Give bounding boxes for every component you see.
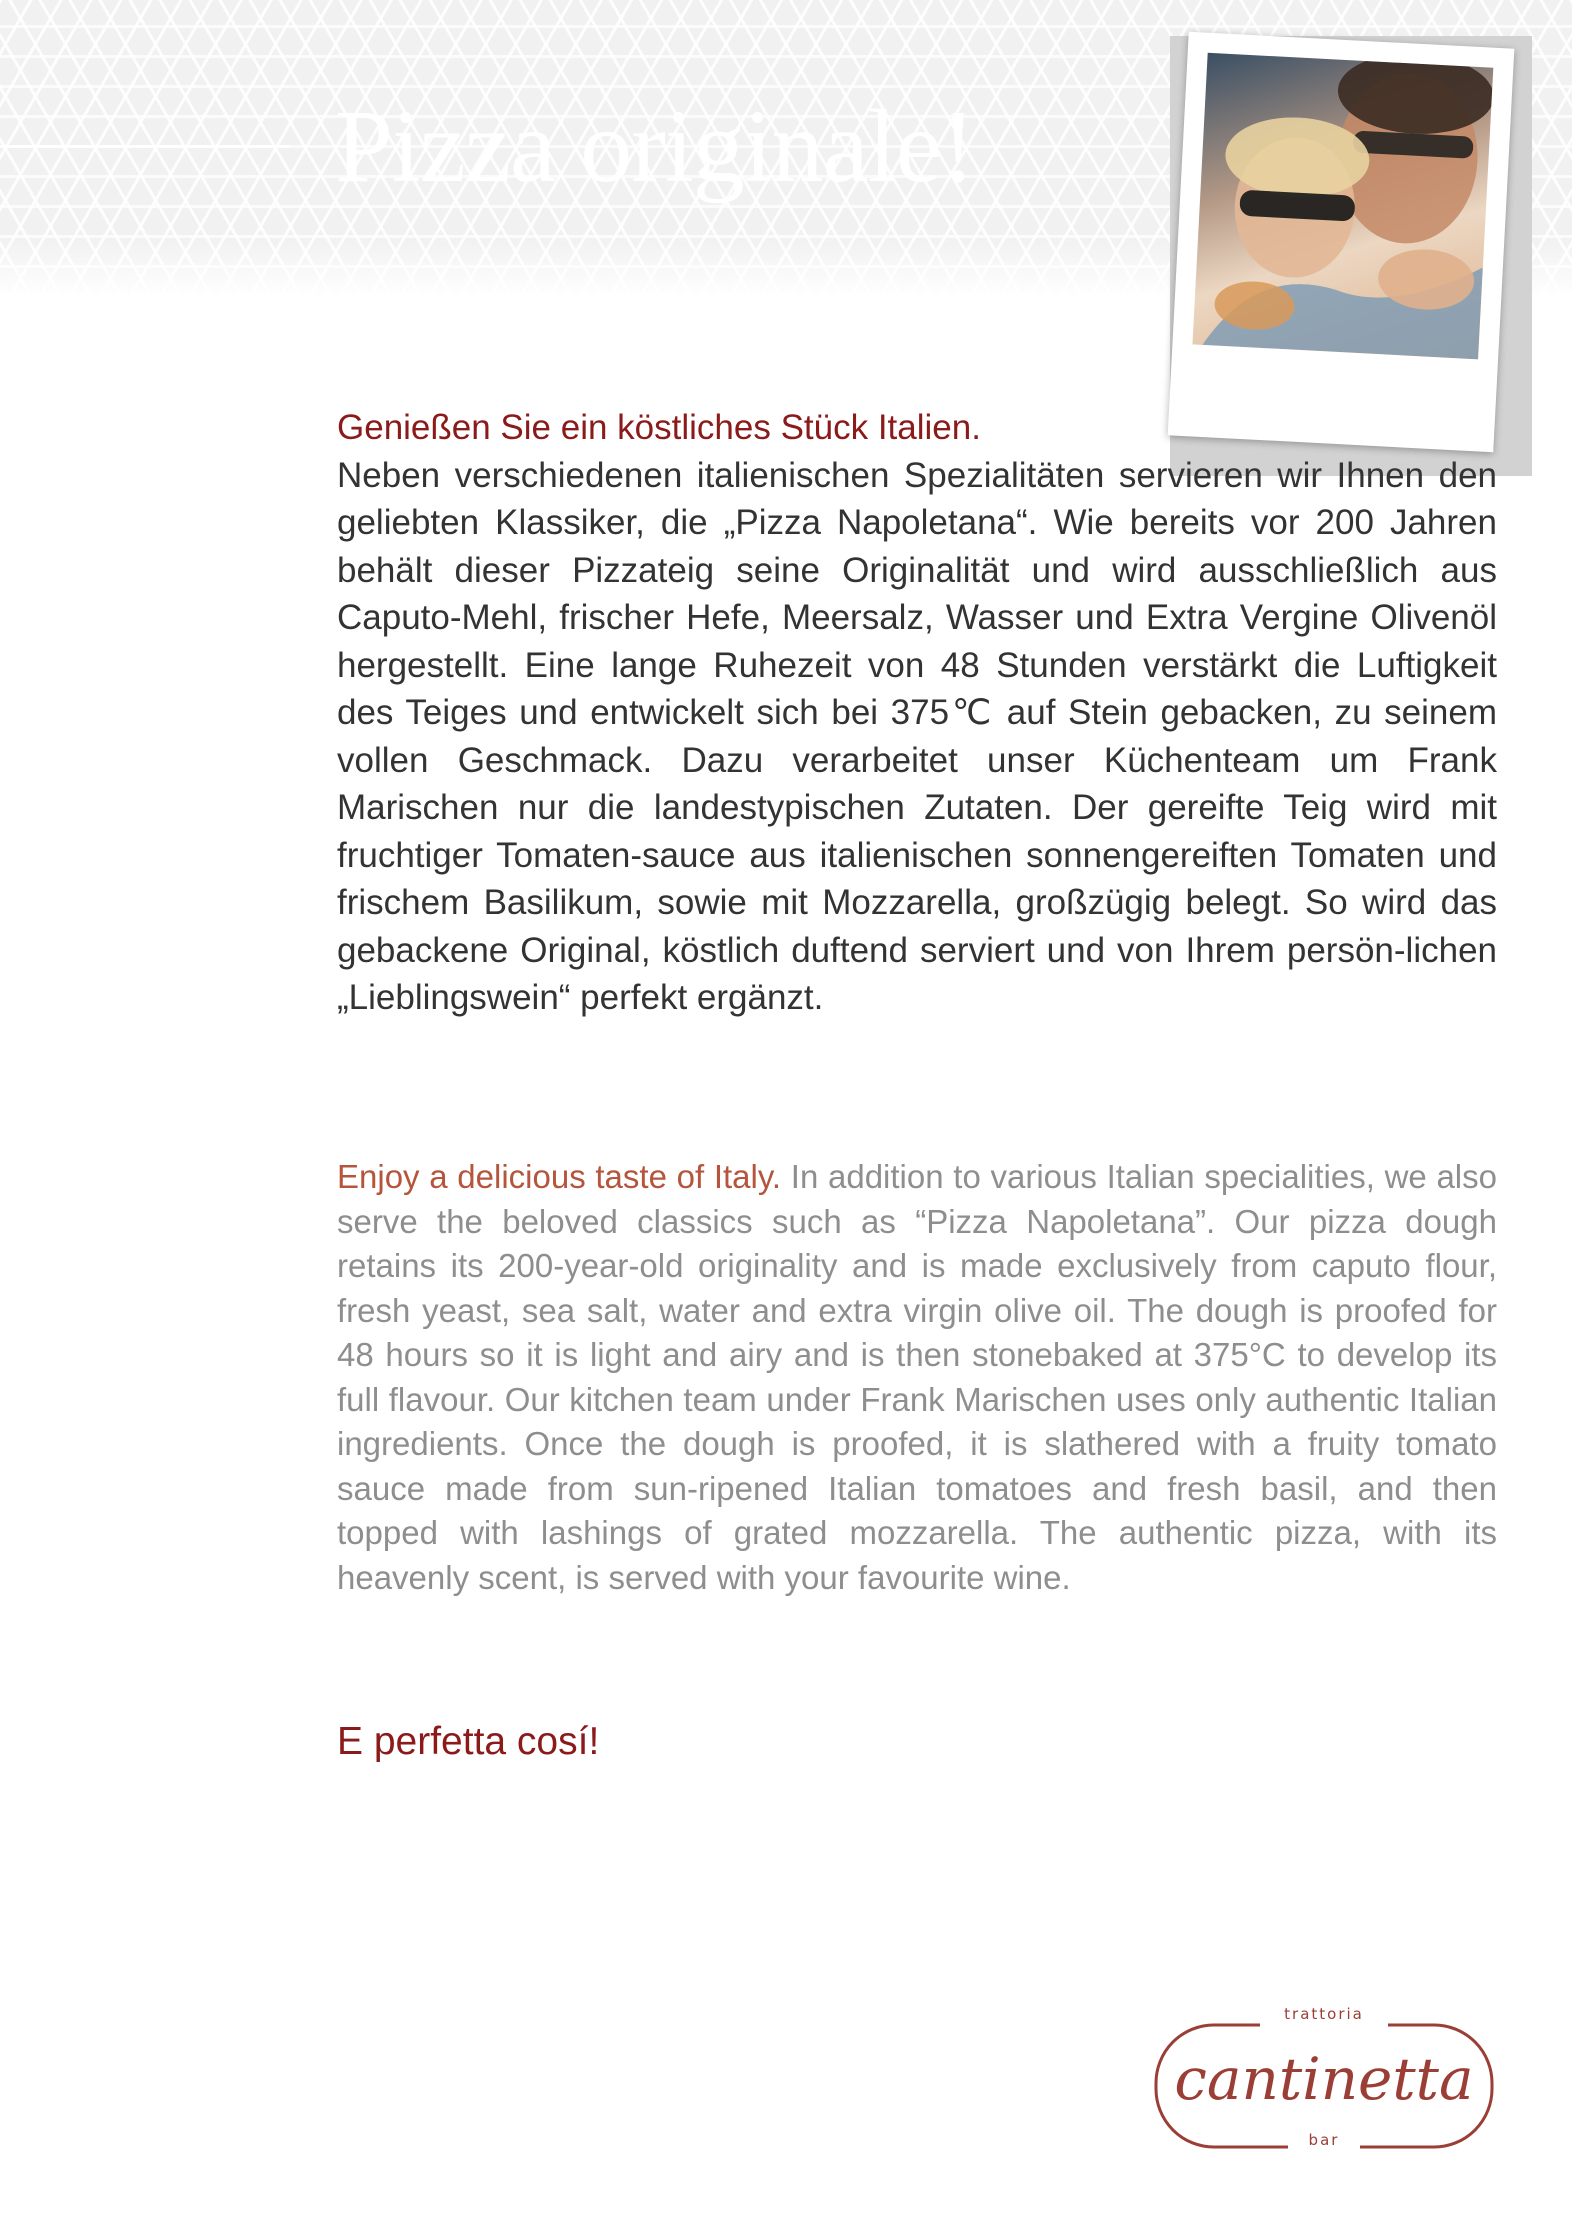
page-title: Pizza originale! [335, 89, 975, 204]
cantinetta-logo [1148, 2005, 1500, 2167]
closing-line: E perfetta cosí! [337, 1720, 600, 1763]
polaroid-photo-frame [1168, 32, 1515, 453]
german-body: Neben verschiedenen italienischen Spezialitäten servieren wir Ihnen den geliebten Klassiker, die „Pizza Napoletana“. Wie bereits vor 200 Jahren behält dieser Pizzateig seine Originalität und wird ausschließlich aus Caputo-Mehl, frischer Hefe, Meersalz, Wasser und Extra Vergine Olivenöl hergestellt. Eine lange Ruhezeit von 48 Stunden verstärkt die Luftigkeit des Teiges und entwickelt sich bei 375℃ auf Stein gebacken, zu seinem vollen Geschmack. Dazu verarbeitet unser Küchenteam um Frank Marischen nur die landestypischen Zutaten. Der gereifte Teig wird mit fruchtiger Tomaten-sauce aus italienischen sonnengereiften Tomaten und frischem Basilikum, sowie mit Mozzarella, großzügig belegt. So wird das gebackene Original, köstlich duftend serviert und von Ihrem persön-lichen „Lieblingswein“ perfekt ergänzt. [337, 455, 1497, 1017]
logo-bar: bar [1308, 2131, 1340, 2149]
german-heading: Genießen Sie ein köstliches Stück Italien. [337, 408, 981, 447]
english-lead: Enjoy a delicious taste of Italy. [337, 1158, 782, 1195]
logo-wordmark: cantinetta [1174, 2045, 1474, 2113]
german-description [337, 404, 1497, 1022]
english-body: In addition to various Italian specialities, we also serve the beloved classics such as “Pizza Napoletana”. Our pizza dough retains its 200-year-old originality and is made exclusively from caputo flour, fresh yeast, sea salt, water and extra virgin olive oil. The dough is proofed for 48 hours so it is light and airy and is then stonebaked at 375°C to develop its full flavour. Our kitchen team under Frank Marischen uses only authentic Italian ingredients. Once the dough is proofed, it is slathered with a fruity tomato sauce made from sun-ripened Italian tomatoes and fresh basil, and then topped with lashings of grated mozzarella. The authentic pizza, with its heavenly scent, is served with your favourite wine. [337, 1158, 1497, 1596]
english-description [337, 1155, 1497, 1600]
logo-trattoria: trattoria [1284, 2005, 1364, 2023]
header-divider-line [0, 145, 290, 148]
couple-photo [1192, 53, 1493, 360]
